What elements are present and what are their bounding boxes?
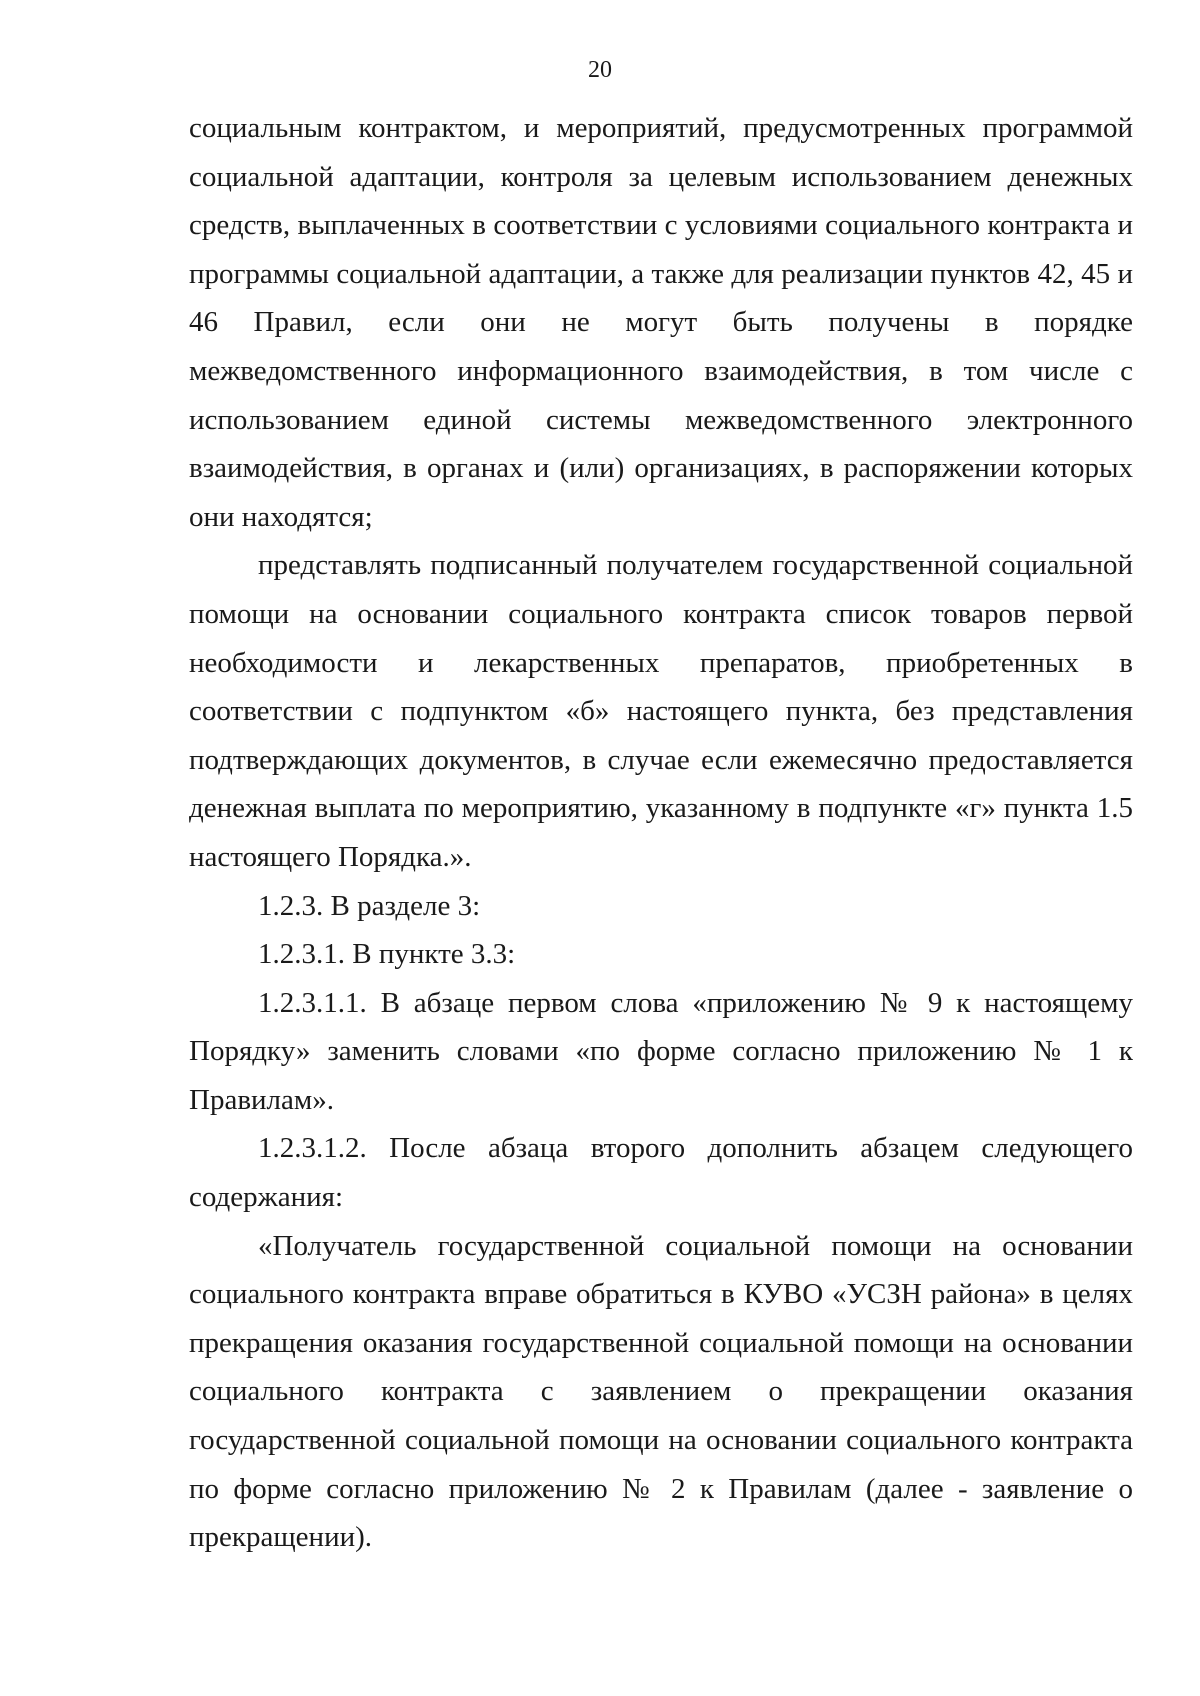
paragraph-point-3-3: 1.2.3.1. В пункте 3.3: [258,938,516,971]
paragraph-after-second-abzac: 1.2.3.1.2. После абзаца второго дополнить абзацем следующего содержания: [189,1132,1133,1214]
document-body [189,104,1133,1562]
paragraph-quoted-insertion: «Получатель государственной социальной помощи на основании социального контракта вправе обратиться в КУВО «УСЗН района» в целях прекращения оказания государственной социальной помощи на основании социального контракта с заявлением о прекращении оказания государственной социальной помощи на основании социального контракта по форме согласно приложению № 2 к Правилам (далее - заявление о прекращении). [189,1229,1133,1554]
paragraph-first-abzac: 1.2.3.1.1. В абзаце первом слова «приложению № 9 к настоящему Порядку» заменить словами «по форме согласно приложению № 1 к Правилам». [189,986,1133,1116]
page-number: 20 [588,57,612,83]
paragraph-section-3: 1.2.3. В разделе 3: [258,889,481,922]
paragraph-submit-list: представлять подписанный получателем государственной социальной помощи на основании социального контракта список товаров первой необходимости и лекарственных препаратов, приобретенных в соответствии с подпунктом «б» настоящего пункта, без представления подтверждающих документов, в случае если ежемесячно предоставляется денежная выплата по мероприятию, указанному в подпункте «г» пункта 1.5 настоящего Порядка.». [189,549,1133,873]
paragraph-continuation: социальным контрактом, и мероприятий, предусмотренных программой социальной адаптации, контроля за целевым использованием денежных средств, выплаченных в соответствии с условиями социального контракта и программы социальной адаптации, а также для реализации пунктов 42, 45 и 46 Правил, если они не могут быть получены в порядке межведомственного информационного взаимодействия, в том числе с использованием единой системы межведомственного электронного взаимодействия, в органах и (или) организациях, в распоряжении которых они находятся; [189,112,1133,533]
